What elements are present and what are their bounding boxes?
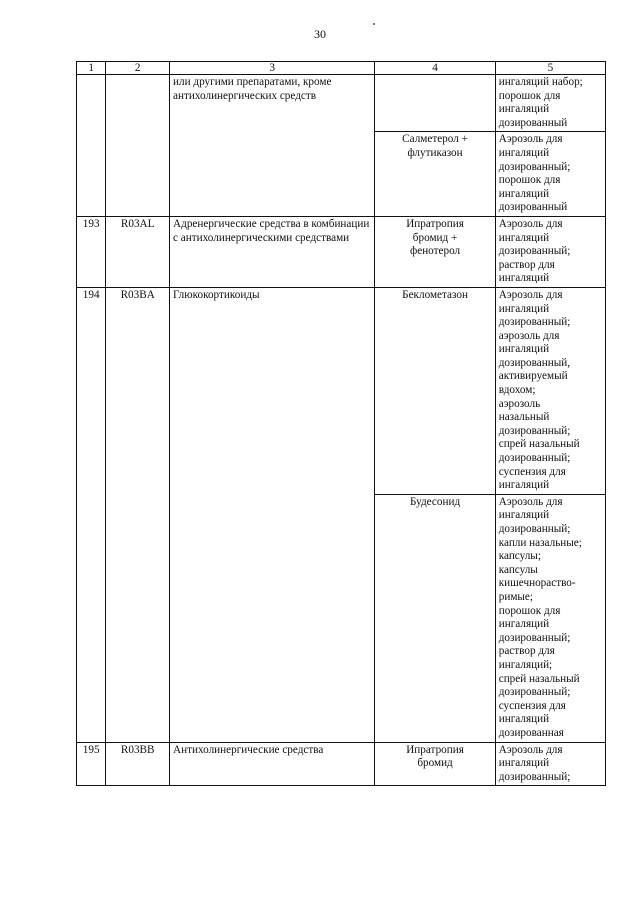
drug-table (76, 61, 606, 786)
dosage-forms: Аэрозоль для ингаляций дозированный; аэрозоль для ингаляций дозированный, активируемый вдохом; аэрозоль назальный дозированный; спрей назальный дозированный; суспензия для ингаляций (495, 287, 605, 494)
table-row (77, 75, 606, 132)
header-row (77, 62, 606, 75)
drug-name: Ипратропия бромид + фенотерол (375, 216, 495, 287)
dosage-forms: Аэрозоль для ингаляций дозированный; порошок для ингаляций дозированный (495, 132, 605, 217)
table-row (77, 742, 606, 786)
scan-mark (373, 23, 375, 25)
atc-code: R03AL (106, 216, 170, 287)
page-number: 30 (314, 27, 326, 41)
drug-name: Ипратропия бромид (375, 742, 495, 786)
drug-name: Салметерол + флутиказон (375, 132, 495, 217)
col-header-1: 1 (77, 62, 106, 75)
row-number: 195 (77, 742, 106, 786)
dosage-forms: Аэрозоль для ингаляций дозированный; (495, 742, 605, 786)
row-number: 194 (77, 287, 106, 742)
table-row (77, 216, 606, 287)
dosage-forms: Аэрозоль для ингаляций дозированный; капли назальные; капсулы; капсулы кишечнораство- римые; порошок для ингаляций дозированный; раствор для ингаляций; спрей назальный дозированный; суспензия для ингаляций дозированная (495, 494, 605, 742)
atc-code: R03BB (106, 742, 170, 786)
dosage-forms: Аэрозоль для ингаляций дозированный; раствор для ингаляций (495, 216, 605, 287)
col-header-5: 5 (495, 62, 605, 75)
atc-code: R03BA (106, 287, 170, 742)
dosage-forms: ингаляций набор; порошок для ингаляций дозированный (495, 75, 605, 132)
group-name: Глюкокортикоиды (170, 287, 375, 742)
atc-code (106, 75, 170, 217)
drug-name: Будесонид (375, 494, 495, 742)
drug-name (375, 75, 495, 132)
col-header-4: 4 (375, 62, 495, 75)
col-header-2: 2 (106, 62, 170, 75)
group-name: или другими препаратами, кроме антихолинергических средств (170, 75, 375, 217)
row-number: 193 (77, 216, 106, 287)
group-name: Антихолинергические средства (170, 742, 375, 786)
drug-name: Беклометазон (375, 287, 495, 494)
group-name: Адренергические средства в комбинации с антихолинергическими средствами (170, 216, 375, 287)
row-number (77, 75, 106, 217)
table-row (77, 287, 606, 494)
col-header-3: 3 (170, 62, 375, 75)
